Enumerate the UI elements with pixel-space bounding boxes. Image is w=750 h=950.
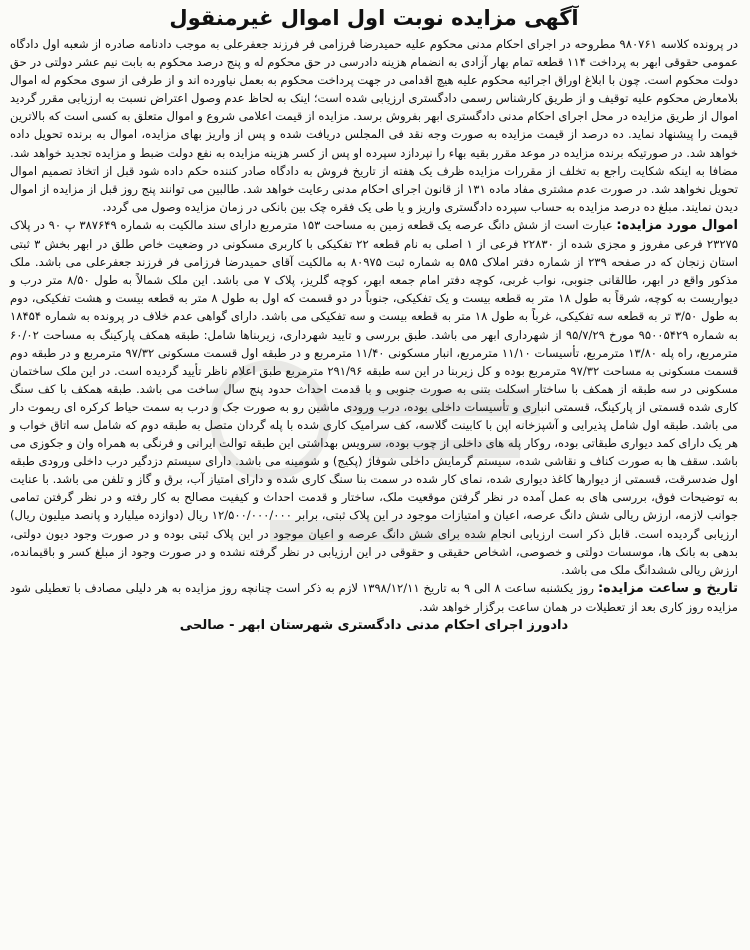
property-text: عبارت است از شش دانگ عرصه یک قطعه زمین به مساحت ۱۵۳ مترمربع دارای سند مالکیت به شماره ۳۸۷۶۴۹ پ ۹۰ در پلاک ۲۳۲۷۵ فرعی مفروز و مجزی شده از ۲۲۸۳۰ فرعی از ۱ اصلی به نام قطعه ۲۲ تفکیکی با کاربری مسکونی در وضعیت خاص طلق در ابهر بخش ۳ ثبتی استان زنجان که در صفحه ۲۳۹ از شماره دفتر املاک ۵۸۵ به شماره ثبت ۸۰۹۷۵ به مالکیت آقای حمیدرضا فرزامی فر فرزند جعفرعلی می باشد. ملک مذکور واقع در ابهر، طالقانی جنوبی، نواب غربی، کوچه دفتر امام جمعه ابهر، کوچه گلریز، پلاک ۷ می باشد. این ملک شمالاً به طول ۸/۵۰ متر درب و دیواریست به کوچه، شرقاً به طول ۱۸ متر به قطعه بیست و یک تفکیکی، جنوباً در دو قسمت که اول به طول ۸ متر به قطعه بیست و هشت تفکیکی، دوم به طول ۳/۵۰ تر به قطعه سه تفکیکی، غرباً به طول ۱۸ متر به قطعه بیست و سه تفکیکی می باشد. دارای گواهی عدم خلاف در پرونده به شماره ۱۸۴۵۴ به شماره ۹۵۰۰۵۴۲۹ مورخ ۹۵/۷/۲۹ از شهرداری ابهر می باشد. طبق بررسی و تایید شهرداری، زیربناها شامل: طبقه همکف پارکینگ به مساحت ۶۰/۰۲ مترمربع، راه پله ۱۳/۸۰ مترمربع، تأسیسات ۱۱/۱۰ مترمربع، انبار مسکونی ۱۱/۴۰ مترمربع و در طبقه اول قسمت مسکونی ۹۷/۳۲ مترمربع و در طبقه دوم قسمت مسکونی به مساحت ۹۷/۳۲ مترمربع بوده و کل زیربنا در این سه طبقه ۲۹۱/۹۶ مترمربع طبق اعلام ناظر تأیید گردیده است. در این ملک ساختمان مسکونی در سه طبقه از همکف با ساختار اسکلت بتنی به صورت جنوبی و با قدمت احداث حدود پنج سال ساخت می باشد. طبقه همکف با کف سنگ کاری شده قسمتی از پارکینگ، قسمتی انباری و تأسیسات داخلی بوده، درب ورودی ماشین رو به صورت جک و درب به سمت حیاط کرکره ای ریموت دار می باشد. طبقه اول شامل پذیرایی و آشپزخانه اپن با کابینت گلاسه، کف سرامیک کاری شده با پله گردان متصل به طبقه دوم که شامل سه اتاق خواب و هر یک دارای کمد دیواری طبقاتی بوده، روکار پله های داخلی از چوب بوده، سرویس بهداشتی این طبقه توالت ایرانی و فرنگی به همراه وان و جکوزی می باشد. سقف ها به صورت کناف و نقاشی شده، سیستم گرمایش داخلی شوفاژ (پکیج) و شومینه می باشد. دارای سیستم دزدگیر درب داخلی ورودی طبقه اول ضدسرقت، قسمتی از دیوارها کاغذ دیواری شده، نمای کار شده در سمت بنا سنگ کاری شده و دارای امتیاز آب، برق و گاز و تلفن می باشد. با عنایت به توضیحات فوق، بررسی های به عمل آمده در نظر گرفتن موقعیت ملک، ساختار و قدمت احداث و کیفیت مصالح به کار رفته و در نظر گرفتن تمامی جوانب لازمه، ارزش ریالی شش دانگ عرصه، اعیان و امتیازات موجود در این پلاک ثبتی، برابر ۱۲/۵۰۰/۰۰۰/۰۰۰ ریال (دوازده میلیارد و پانصد میلیون ریال) ارزیابی گردیده است. قابل ذکر است ارزیابی انجام شده برای شش دانگ عرصه و اعیان موجود در این پلاک ثبتی بوده و در صورت وجود دیون دولتی، بدهی به بانک ها، موسسات دولتی و خصوصی، اشخاص حقیقی و حقوقی در این ارزیابی در نظر گرفته نشده و در صورت وجود از مبلغ کسر و باقیمانده، ارزش ریالی ششدانگ ملک می باشد. <box>10 217 739 577</box>
datetime-section <box>10 579 738 616</box>
datetime-text: روز یکشنبه ساعت ۸ الی ۹ به تاریخ ۱۳۹۸/۱۲/۱۱ لازم به ذکر است چنانچه روز مزایده به هر دلیلی مصادف با تعطیلی شود مزایده روز کاری بعد از تعطیلات در همان ساعت برگزار خواهد شد. <box>10 580 738 614</box>
property-heading: اموال مورد مزایده: <box>616 217 738 233</box>
notice-title: آگهی مزایده نوبت اول اموال غیرمنقول <box>169 6 579 30</box>
datetime-heading: تاریخ و ساعت مزایده: <box>597 580 739 596</box>
notice-intro: در پرونده کلاسه ۹۸۰۷۶۱ مطروحه در اجرای احکام مدنی محکوم علیه حمیدرضا فرزامی فر فرزند جعفرعلی به موجب دادنامه صادره از شعبه اول دادگاه عمومی حقوقی ابهر به پرداخت ۱۱۴ قطعه تمام بهار آزادی به انضمام هزینه دادرسی در حق محکوم له و پنج درصد محکوم به بابت نیم عشر دولتی در حق دولت محکوم است. چون با ابلاغ اوراق اجرائیه محکوم علیه هیچ اقدامی در جهت پرداخت محکوم به بعمل نیاورده اند و از طرفی از سوی محکوم له اموال بلامعارض محکوم علیه توقیف و از طریق کارشناس رسمی دادگستری ارزیابی شده است؛ اینک به لحاظ عدم وصول اعتراض نسبت به ارزیابی مقرر گردید اموال از طریق مزایده در محل اجرای احکام مدنی دادگستری ابهر بفروش برسد. مزایده از قیمت اعلامی شروع و اموال متعلق به کسی است که بالاترین قیمت را پیشنهاد نماید. ده درصد از قیمت مزایده به صورت وجه نقد فی المجلس دریافت شده و پس از واریز بهای مزایده، اموال به برنده تحویل داده خواهد شد. در صورتیکه برنده مزایده در موعد مقرر بقیه بهاء را نپردازد سپرده او پس از کسر هزینه مزایده به نفع دولت ضبط و مزایده تجدید خواهد شد. مضافا به اینکه شکایت راجع به تخلف از مقررات مزایده ظرف یک هفته از تاریخ فروش به دادگاه صادر کننده حکم داده شود قبل از اتخاذ تصمیم اموال تحویل نخواهد شد. در صورت عدم مشتری مفاد ماده ۱۳۱ از قانون اجرای احکام مدنی رعایت خواهد شد. طالبین می توانند پنج روز قبل از مزایده از اموال دیدن نمایند. مبلغ ده درصد مزایده به حساب سپرده دادگستری واریز و یا طی یک فقره چک بین بانکی در زمان مزایده وصول می گردد. <box>10 37 738 214</box>
signature: دادورز اجرای احکام مدنی دادگستری شهرستان ابهر - صالحی <box>179 618 569 633</box>
property-section <box>10 216 738 579</box>
